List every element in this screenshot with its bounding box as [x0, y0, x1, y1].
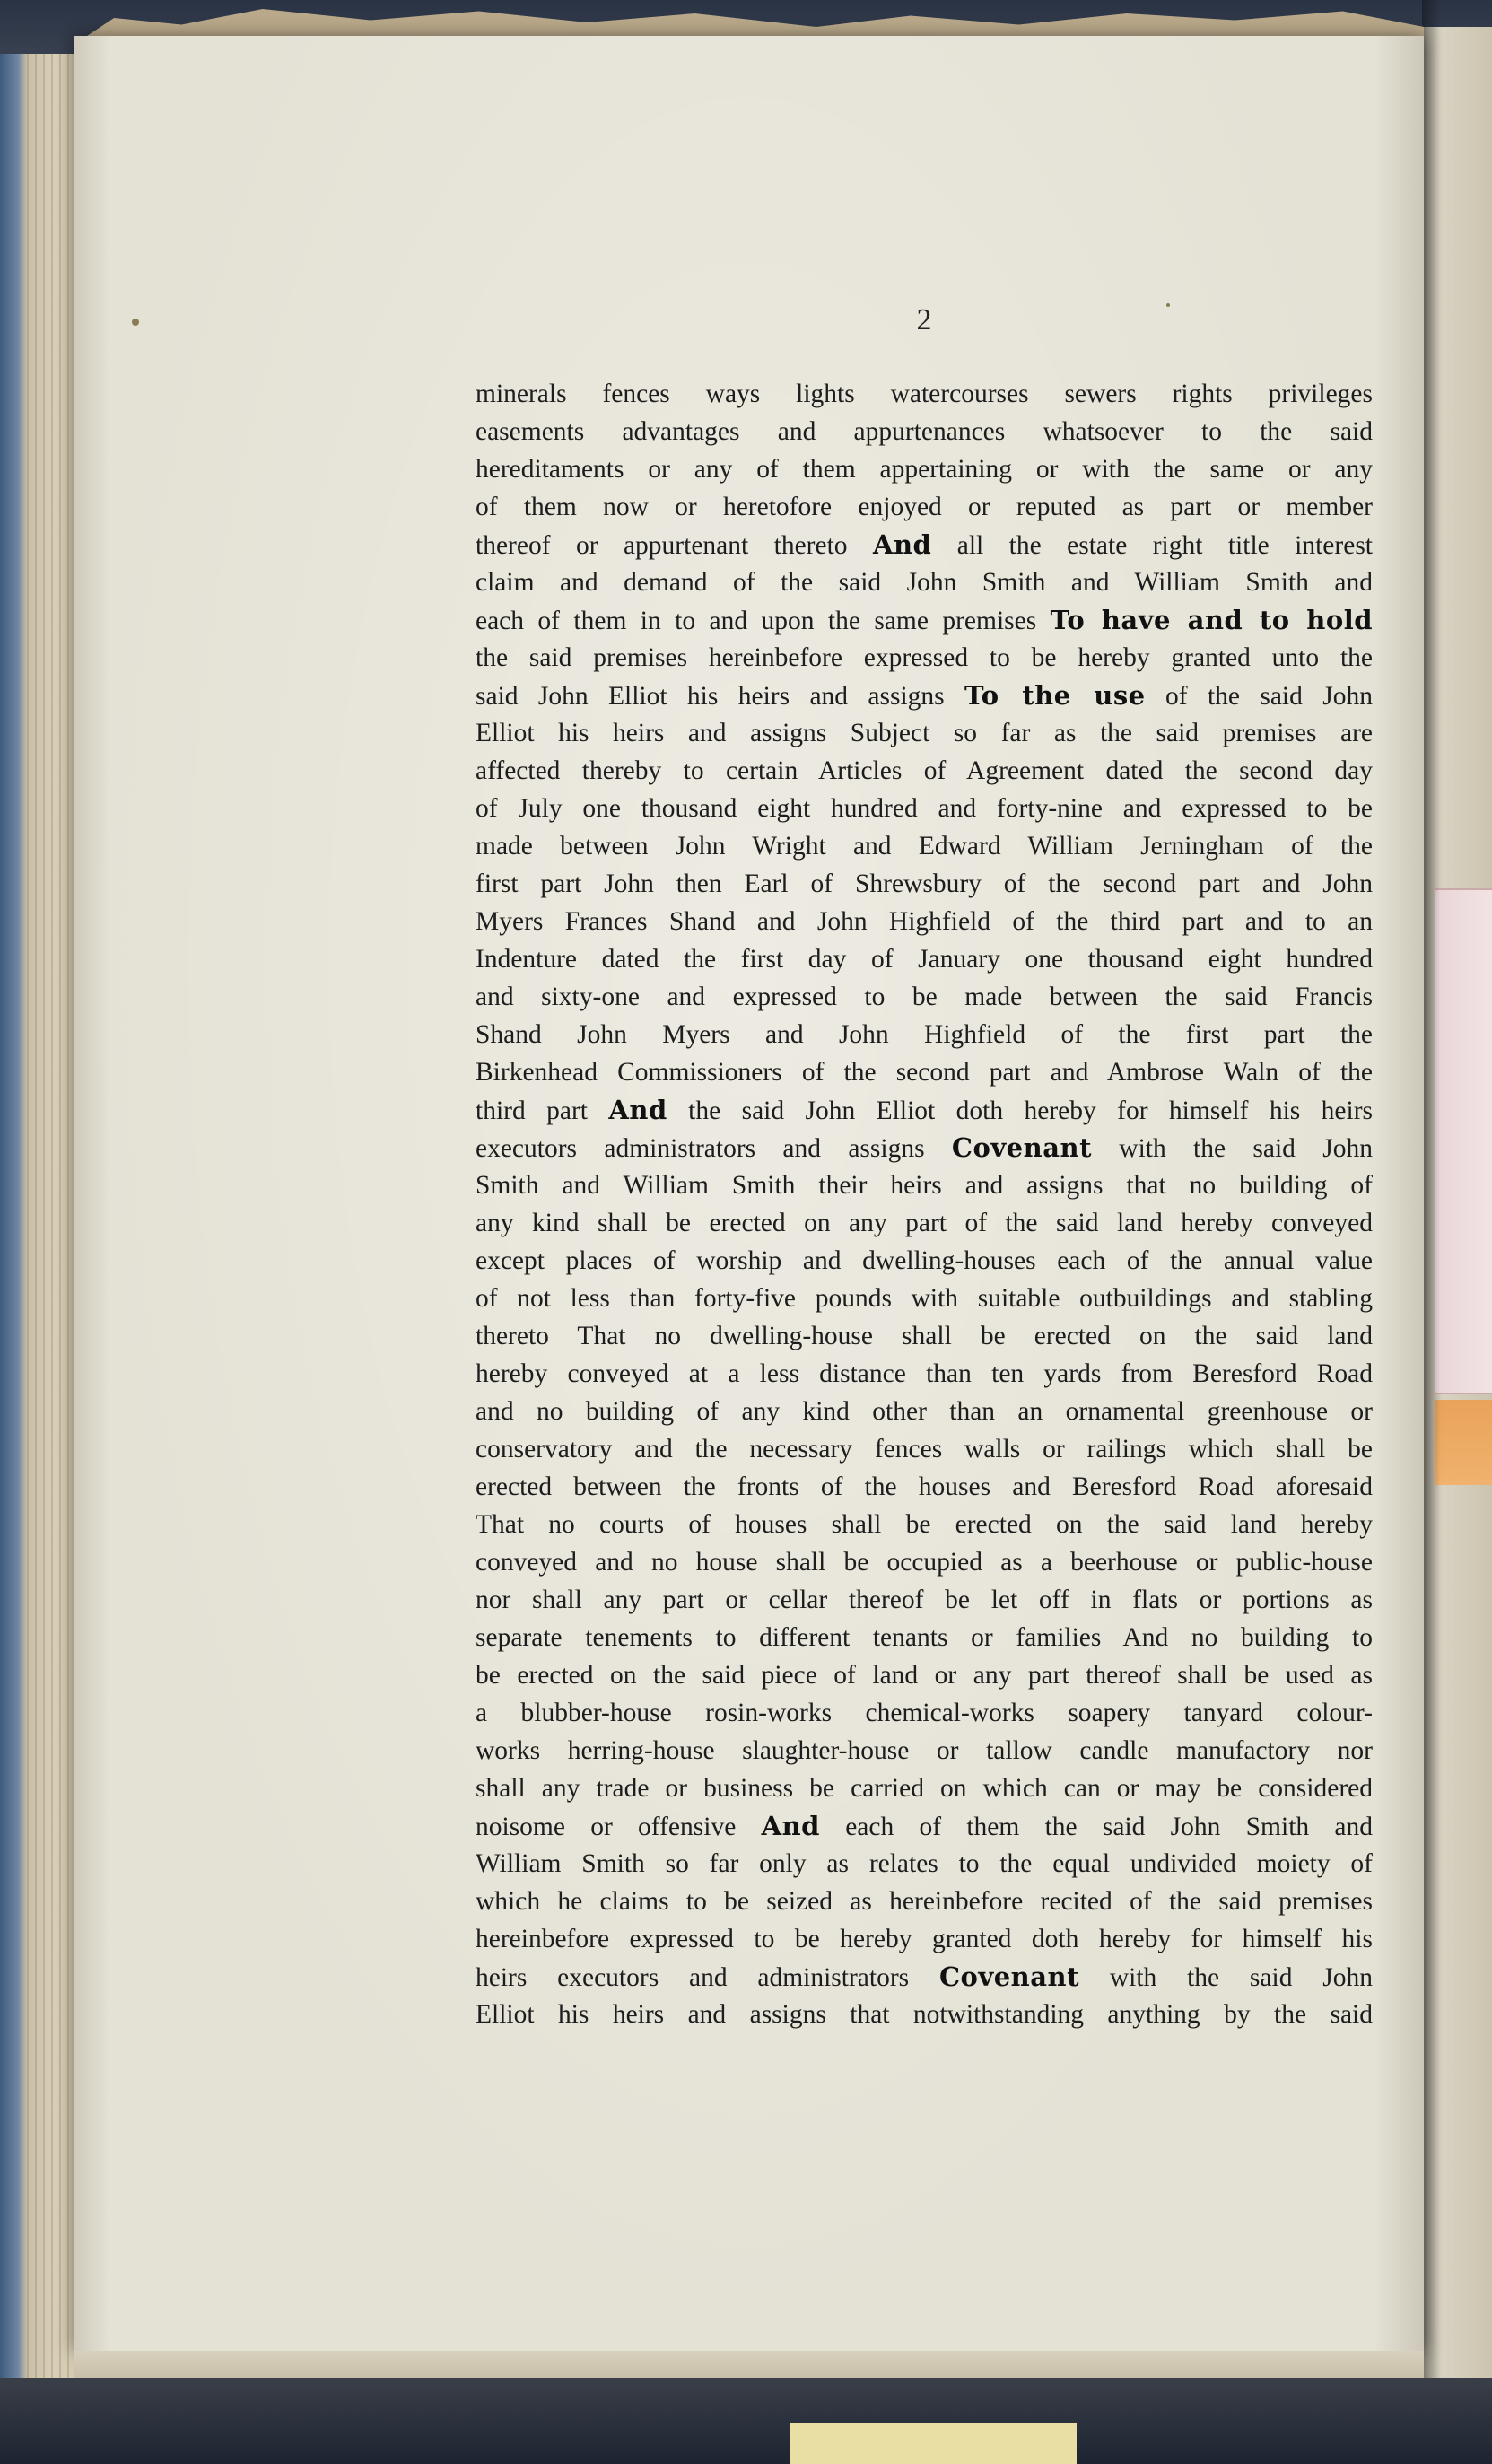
text-line: affected thereby to certain Articles of Agreement dated the second day: [476, 756, 1373, 785]
adjacent-page-tab: [1435, 1400, 1492, 1485]
text-line: Birkenhead Commissioners of the second part and Ambrose Waln of the: [476, 1058, 1373, 1087]
text-line: Elliot his heirs and assigns that notwithstanding anything by the said: [476, 2000, 1373, 2029]
text-line: claim and demand of the said John Smith and William Smith and: [476, 568, 1373, 597]
text-line: [476, 1129, 1373, 1166]
blackletter-heading: To the use: [964, 680, 1146, 711]
text-line: hereby conveyed at a less distance than ten yards from Beresford Road: [476, 1359, 1373, 1388]
text-segment: of the said John: [1145, 682, 1373, 711]
text-segment: each of them the said John Smith and: [819, 1813, 1373, 1841]
text-line: hereditaments or any of them appertaining or with the same or any: [476, 455, 1373, 484]
text-segment: with the said John: [1091, 1134, 1373, 1163]
text-line: be erected on the said piece of land or any part thereof shall be used as: [476, 1661, 1373, 1690]
text-line: of July one thousand eight hundred and forty-nine and expressed to be: [476, 794, 1373, 823]
text-line: thereto That no dwelling-house shall be erected on the said land: [476, 1322, 1373, 1350]
text-segment: executors administrators and assigns: [476, 1134, 952, 1163]
text-line: and sixty-one and expressed to be made between the said Francis: [476, 983, 1373, 1011]
text-line: Myers Frances Shand and John Highfield of the third part and to an: [476, 907, 1373, 936]
text-segment: the said John Elliot doth hereby for himself his heirs: [667, 1097, 1373, 1125]
blackletter-heading: And: [761, 1811, 820, 1841]
text-line: [476, 601, 1373, 639]
adjacent-page-insert: [1435, 888, 1492, 1394]
text-segment: heirs executors and administrators: [476, 1963, 939, 1992]
ink-speck: [1166, 303, 1170, 307]
text-segment: said John Elliot his heirs and assigns: [476, 682, 965, 711]
text-segment: noisome or offensive: [476, 1813, 762, 1841]
text-line: [476, 677, 1373, 714]
deed-text: [476, 375, 1373, 2033]
text-line: made between John Wright and Edward William Jerningham of the: [476, 832, 1373, 861]
text-line: [476, 1958, 1373, 1996]
text-line: works herring-house slaughter-house or tallow candle manufactory nor: [476, 1736, 1373, 1765]
text-line: the said premises hereinbefore expressed to be hereby granted unto the: [476, 643, 1373, 672]
text-line: [476, 526, 1373, 564]
blackletter-heading: And: [872, 529, 932, 560]
text-line: Indenture dated the first day of January one thousand eight hundred: [476, 945, 1373, 974]
text-line: [476, 1091, 1373, 1129]
blackletter-heading: Covenant: [951, 1132, 1092, 1163]
text-line: nor shall any part or cellar thereof be let off in flats or portions as: [476, 1586, 1373, 1614]
text-segment: thereof or appurtenant thereto: [476, 531, 873, 560]
text-line: [476, 1807, 1373, 1845]
text-line: and no building of any kind other than an ornamental greenhouse or: [476, 1397, 1373, 1426]
text-segment: each of them in to and upon the same premises: [476, 607, 1051, 635]
text-line: shall any trade or business be carried on which can or may be considered: [476, 1774, 1373, 1803]
text-line: That no courts of houses shall be erected on the said land hereby: [476, 1510, 1373, 1539]
text-line: hereinbefore expressed to be hereby granted doth hereby for himself his: [476, 1925, 1373, 1953]
page-number: 2: [916, 303, 932, 336]
text-line: conservatory and the necessary fences walls or railings which shall be: [476, 1435, 1373, 1464]
text-line: Shand John Myers and John Highfield of the first part the: [476, 1020, 1373, 1049]
text-line: Smith and William Smith their heirs and assigns that no building of: [476, 1171, 1373, 1200]
blackletter-heading: And: [608, 1095, 667, 1125]
text-line: of them now or heretofore enjoyed or reputed as part or member: [476, 493, 1373, 521]
text-line: except places of worship and dwelling-houses each of the annual value: [476, 1246, 1373, 1275]
text-line: any kind shall be erected on any part of the said land hereby conveyed: [476, 1209, 1373, 1237]
text-line: erected between the fronts of the houses and Beresford Road aforesaid: [476, 1472, 1373, 1501]
text-line: a blubber-house rosin-works chemical-works soapery tanyard colour-: [476, 1699, 1373, 1727]
text-line: first part John then Earl of Shrewsbury of the second part and John: [476, 869, 1373, 898]
ink-speck: [132, 319, 139, 326]
text-line: William Smith so far only as relates to the equal undivided moiety of: [476, 1849, 1373, 1878]
text-segment: all the estate right title interest: [931, 531, 1373, 560]
text-line: minerals fences ways lights watercourses sewers rights privileges: [476, 380, 1373, 408]
text-line: easements advantages and appurtenances whatsoever to the said: [476, 417, 1373, 446]
backdrop-bottom: [0, 2378, 1492, 2464]
text-segment: with the said John: [1079, 1963, 1373, 1992]
text-line: which he claims to be seized as hereinbefore recited of the said premises: [476, 1887, 1373, 1916]
text-line: of not less than forty-five pounds with suitable outbuildings and stabling: [476, 1284, 1373, 1313]
blackletter-heading: To have and to hold: [1050, 605, 1373, 635]
text-segment: third part: [476, 1097, 609, 1125]
bottom-paper-tab: [790, 2423, 1077, 2464]
blackletter-heading: Covenant: [938, 1962, 1080, 1992]
text-line: Elliot his heirs and assigns Subject so far as the said premises are: [476, 719, 1373, 747]
text-line: conveyed and no house shall be occupied as a beerhouse or public-house: [476, 1548, 1373, 1577]
text-line: separate tenements to different tenants or families And no building to: [476, 1623, 1373, 1652]
